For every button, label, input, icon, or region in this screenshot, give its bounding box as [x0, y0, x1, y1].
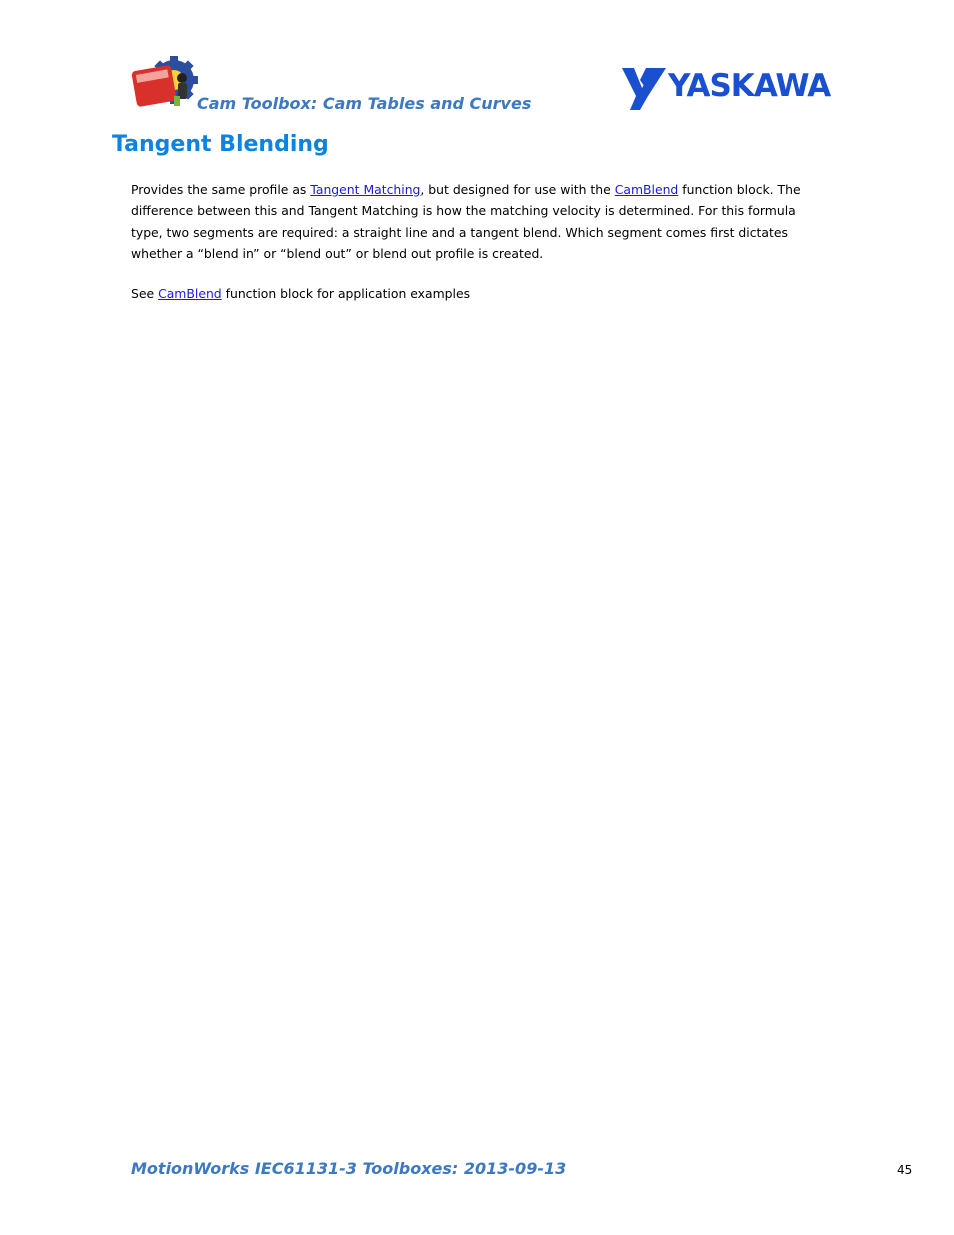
- camblend-link[interactable]: CamBlend: [614, 182, 679, 197]
- page-number: 45: [897, 1163, 913, 1177]
- paragraph-text: See: [131, 286, 159, 301]
- footer-title: MotionWorks IEC61131-3 Toolboxes: 2013-09-13: [131, 1159, 567, 1178]
- header-title: Cam Toolbox: Cam Tables and Curves: [197, 94, 532, 113]
- yaskawa-logo-icon: [622, 66, 844, 112]
- paragraph-text: function block. The difference between this and Tangent Matching is how the matching velocity is determined. For this formula type, two segments are required: a straight line and a tangent blend. Which segment comes first dictates whether a “blend in” or “blend out” or blend out profile is created.: [131, 182, 801, 261]
- page-title: Tangent Blending: [112, 132, 329, 157]
- paragraph-description: [131, 179, 831, 264]
- paragraph-see-also: [131, 283, 831, 304]
- paragraph-text: function block for application examples: [221, 286, 471, 301]
- toolbox-logo-icon: [130, 56, 202, 112]
- paragraph-text: Provides the same profile as: [131, 182, 311, 197]
- tangent-matching-link[interactable]: Tangent Matching: [310, 182, 421, 197]
- brand-name: YASKAWA: [668, 68, 831, 104]
- camblend-example-link[interactable]: CamBlend: [158, 286, 222, 301]
- paragraph-text: , but designed for use with the: [420, 182, 615, 197]
